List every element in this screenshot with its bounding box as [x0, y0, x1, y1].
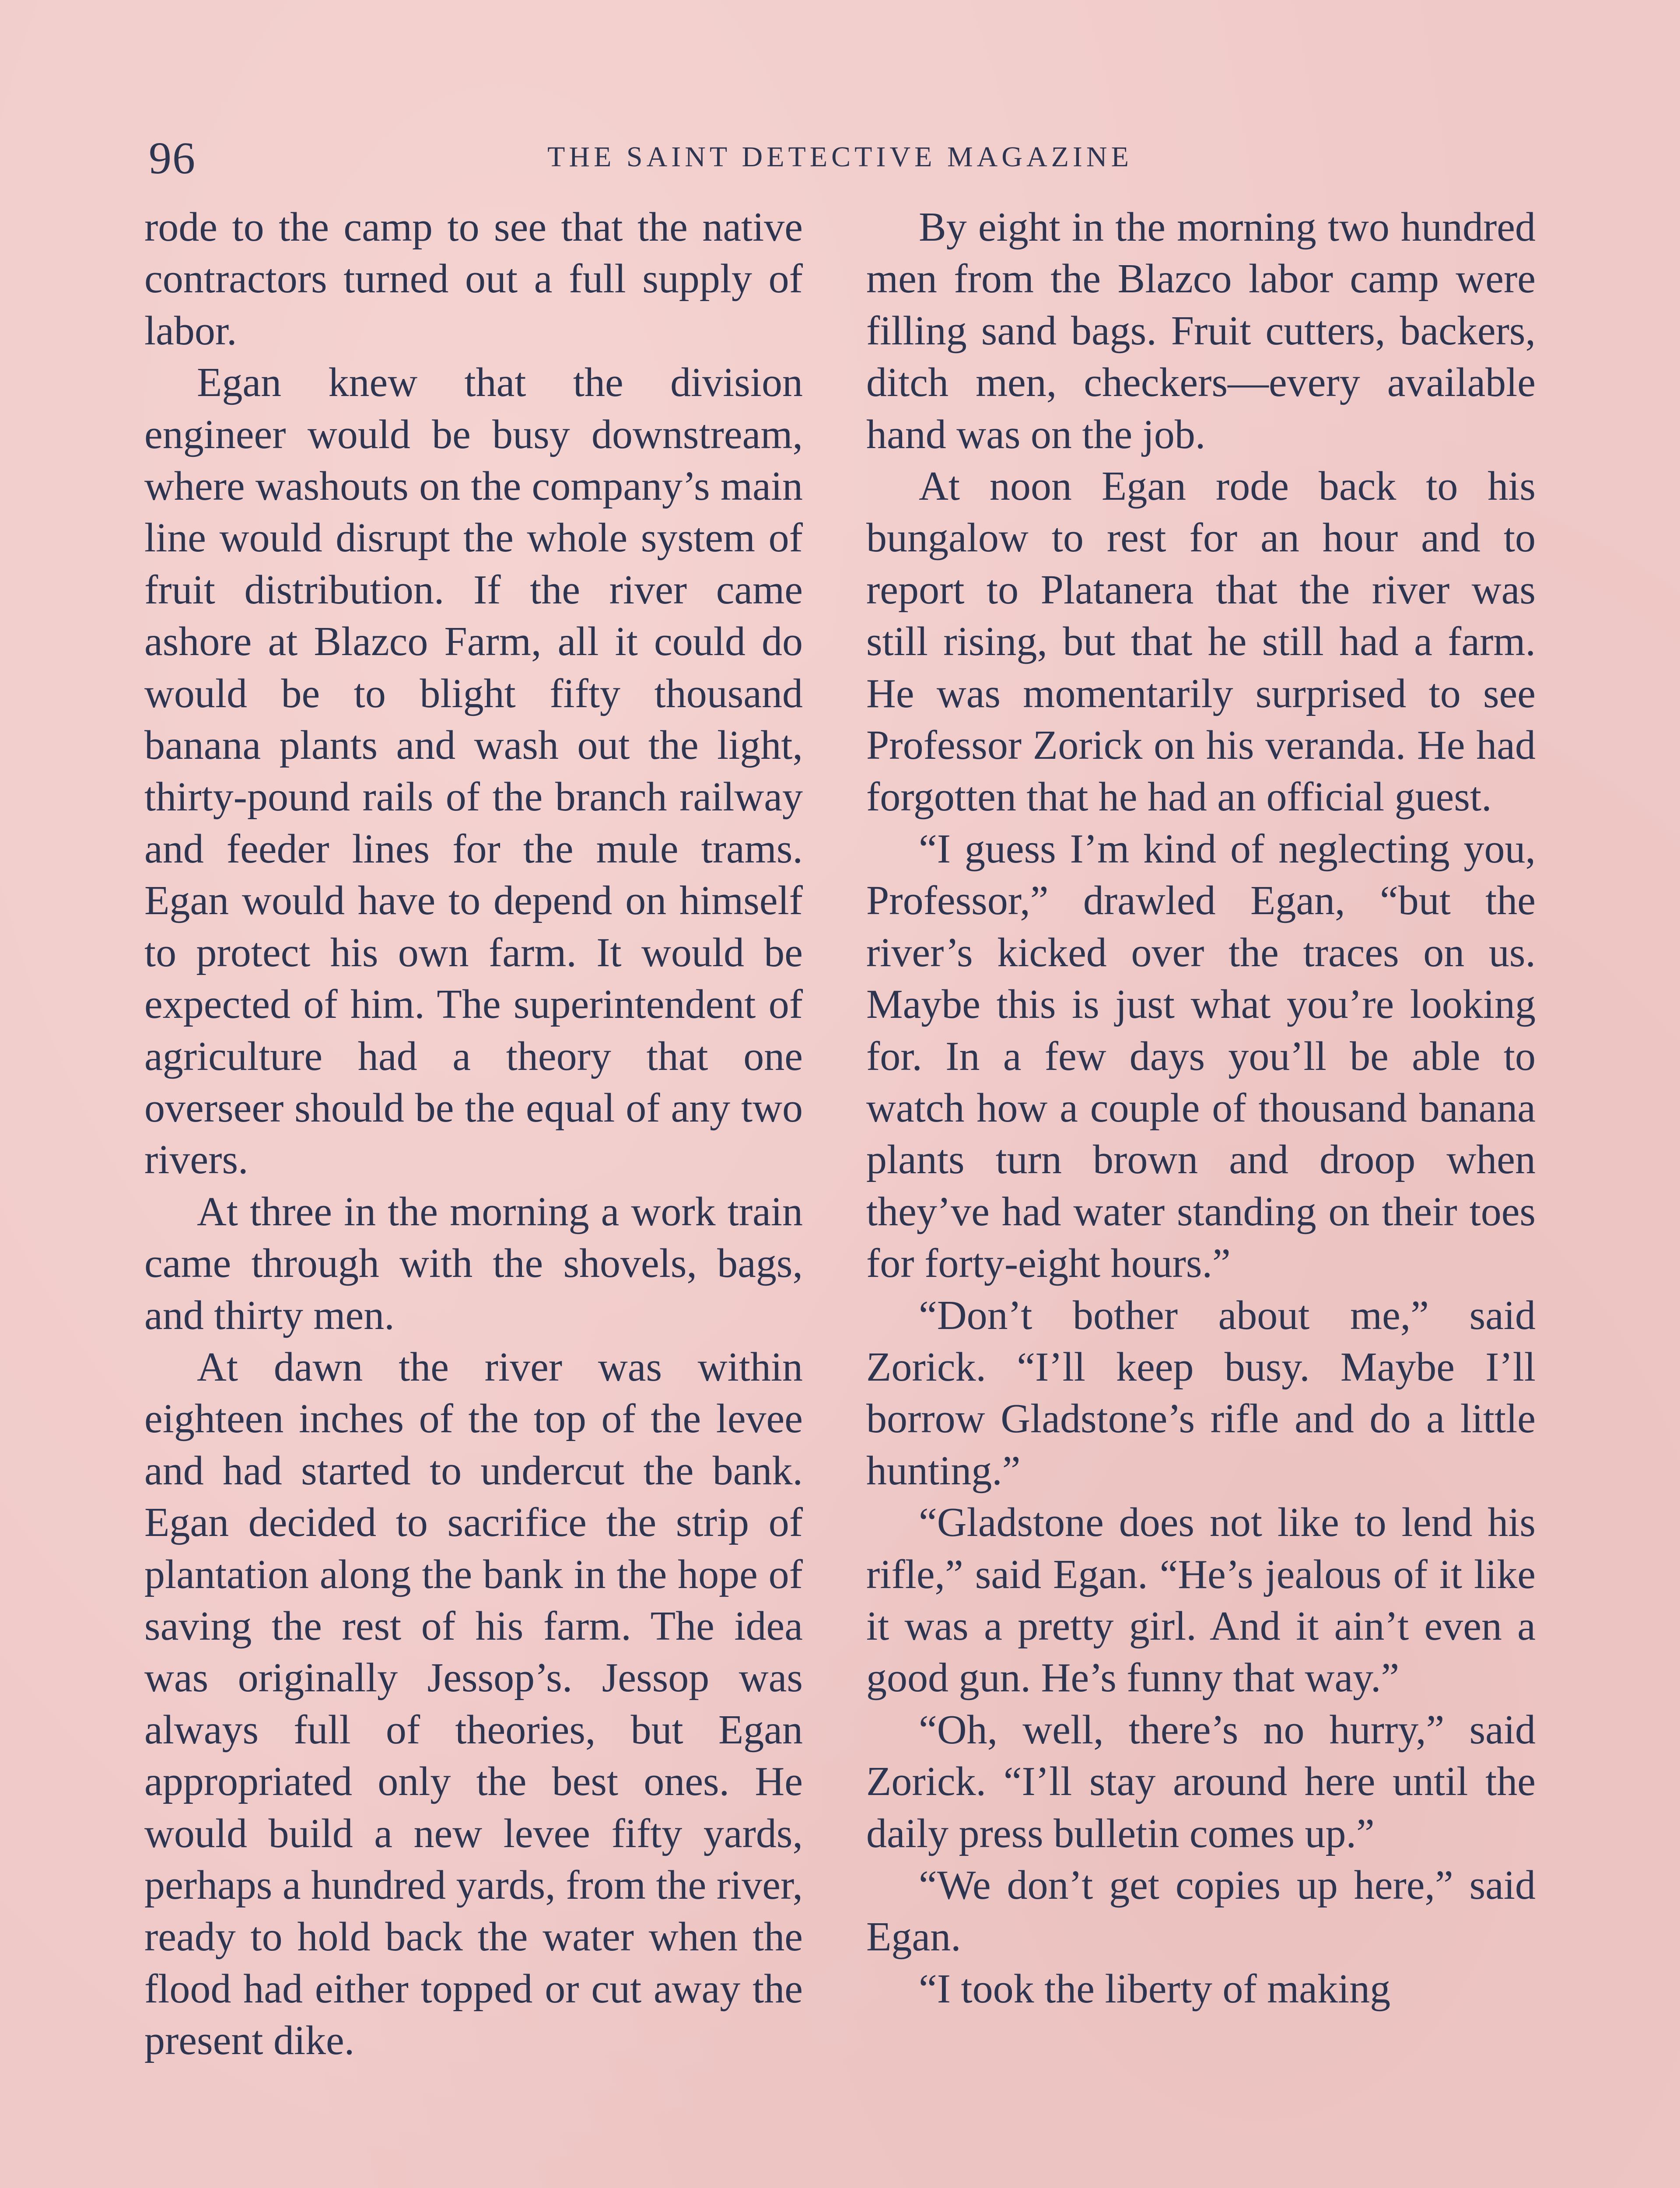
- paragraph: “I guess I’m kind of neglecting you, Professor,” drawled Egan, “but the river’s kicked over the traces on us. Maybe this is just what you’re looking for. In a few days you’ll be able to watch how a couple of thousand banana plants turn brown and droop when they’ve had water standing on their toes for forty-eight hours.”: [866, 826, 1536, 1287]
- paragraph: By eight in the morning two hundred men from the Blazco labor camp were filling sand bags. Fruit cutters, backers, ditch men, checkers—every available hand was on the job.: [866, 204, 1536, 457]
- paragraph: At three in the morning a work train came through with the shovels, bags, and thirty men.: [144, 1189, 803, 1338]
- paragraph: “Gladstone does not like to lend his rifle,” said Egan. “He’s jealous of it like it was a pretty girl. And it ain’t even a good gun. He’s funny that way.”: [866, 1500, 1536, 1701]
- page-header: [144, 127, 1536, 188]
- paragraph: At dawn the river was within eighteen inches of the top of the levee and had started to undercut the bank. Egan decided to sacrifice the strip of plantation along the bank in the hope of saving the rest of his farm. The idea was originally Jessop’s. Jessop was always full of theories, but Egan appropriated only the best ones. He would build a new levee fifty yards, perhaps a hundred yards, from the river, ready to hold back the water when the flood had either topped or cut away the present dike.: [144, 1344, 803, 2064]
- paragraph: “I took the liberty of making: [919, 1966, 1391, 2012]
- paragraph: “We don’t get copies up here,” said Egan.: [866, 1862, 1536, 1960]
- paragraph: “Oh, well, there’s no hurry,” said Zorick. “I’ll stay around here until the daily press bulletin comes up.”: [866, 1707, 1536, 1856]
- left-column: [144, 201, 803, 2067]
- paragraph: At noon Egan rode back to his bungalow to rest for an hour and to report to Platanera that the river was still rising, but that he still had a farm. He was momentarily surprised to see Professor Zorick on his veranda. He had forgotten that he had an official guest.: [866, 463, 1536, 820]
- running-head: THE SAINT DETECTIVE MAGAZINE: [547, 141, 1133, 173]
- paragraph: Egan knew that the division engineer would be busy downstream, where washouts on the company’s main line would disrupt the whole system of fruit distribution. If the river came ashore at Blazco Farm, all it could do would be to blight fifty thousand banana plants and wash out the light, thirty-pound rails of the branch railway and feeder lines for the mule trams. Egan would have to depend on himself to protect his own farm. It would be expected of him. The superintendent of agriculture had a theory that one overseer should be the equal of any two rivers.: [144, 360, 803, 1183]
- page-number: 96: [149, 133, 196, 183]
- right-column: [866, 201, 1536, 2015]
- paragraph: rode to the camp to see that the native contractors turned out a full supply of labor.: [144, 204, 803, 354]
- paragraph: “Don’t bother about me,” said Zorick. “I’ll keep busy. Maybe I’ll borrow Gladstone’s rifle and do a little hunting.”: [866, 1292, 1536, 1494]
